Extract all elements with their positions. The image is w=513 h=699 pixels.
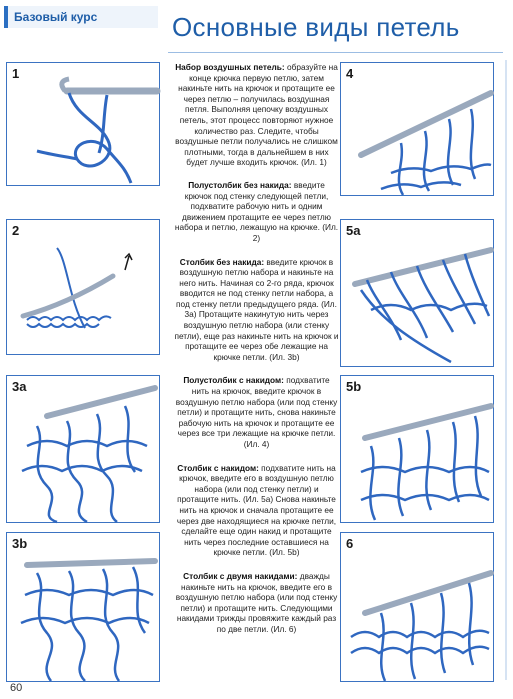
illustration-panel-6 (340, 532, 494, 682)
section-treble-crochet (174, 571, 339, 635)
panel-label: 1 (12, 66, 20, 81)
illustration-panel-3b (6, 532, 160, 682)
panel-label: 5а (346, 223, 361, 238)
section-single-crochet (174, 257, 339, 363)
panel-label: 2 (12, 223, 20, 238)
section-heading: Столбик с двумя накидами: (183, 570, 298, 581)
double-treble-crochet-illustration (341, 533, 495, 683)
section-body: подхватите нить на крючок, введите крючок в воздушную петлю набора (или под стенку петли) и протащите нить, снова накиньте рабочую нить на крючок и протащите ее через все три лежащие на крючке петли. (Ил. 4) (175, 375, 338, 449)
section-heading: Столбик с накидом: (177, 462, 259, 473)
treble-crochet-step-b-illustration (341, 376, 495, 524)
section-heading: Полустолбик с накидом: (183, 375, 284, 386)
double-crochet-step-b-illustration (7, 533, 161, 683)
treble-crochet-step-a-illustration (341, 220, 495, 368)
section-heading: Набор воздушных петель: (175, 62, 285, 72)
section-body: введите крючок под стенку следующей петли, подхватите рабочую нить и одним движением протащите ее через петлю набора и петлю, лежащую на крючке. (Ил. 2) (174, 179, 339, 243)
title-divider (168, 52, 503, 53)
section-body: образуйте на конце крючка первую петлю, затем накиньте нить на крючок и протащите ее через петлю – получилась воздушная петля. Выполняя цепочку воздушных петель, этот процесс повторяют нужное количество раз. Следите, чтобы воздушные петли получались не слишком плотными, тогда в дальнейшем в них будет лучше входить крючок. (Ил. 1) (175, 62, 338, 168)
half-double-crochet-illustration (341, 63, 495, 197)
panel-label: 3b (12, 536, 28, 551)
instructions-column (174, 62, 339, 645)
section-body: подхватите нить на крючок, введите его в воздушную петлю набора (или под стенку петли) и протащите нить. (Ил. 5а) Снова накиньте нить на крючок и сначала протащите ее через две находящиеся на крючке петли, сделайте еще один накид и протащите нить через последние оставшиеся на крючке петли. (Ил. 5b) (176, 462, 337, 558)
section-slip-stitch (174, 180, 339, 244)
panel-label: 5b (346, 379, 362, 394)
illustration-panel-1 (6, 62, 160, 186)
section-half-double-crochet (174, 375, 339, 449)
illustration-panel-3a (6, 375, 160, 523)
section-chain-stitch (174, 62, 339, 168)
section-heading: Столбик без накида: (179, 256, 265, 267)
section-body: введите крючок в воздушную петлю набора и накиньте на него нить. Начиная со 2-го ряда, крючок вводится не под стенку петли набора, а под стенку петли предыдущего ряда. (Ил. 3а) Протащите накинутую нить через воздушную петлю набора (или стенку петли), еще раз накиньте нить на крючок и протащите ее через обе лежащие на крючке петли. (Ил. 3b) (174, 256, 339, 362)
section-body: дважды накиньте нить на крючок, введите его в воздушную петлю набора (или под стенку петли) и протащите нить. Следующими накидами трижды провяжите каждый раз по две петли. (Ил. 6) (175, 570, 338, 634)
section-label: Базовый курс (14, 10, 98, 24)
page-number: 60 (10, 682, 23, 694)
illustration-panel-4 (340, 62, 494, 196)
illustration-panel-2 (6, 219, 160, 355)
section-heading: Полустолбик без накида: (188, 179, 292, 190)
panel-label: 6 (346, 536, 354, 551)
panel-label: 4 (346, 66, 354, 81)
crochet-hook-chain-illustration (7, 63, 161, 187)
single-crochet-chain-illustration (7, 220, 161, 356)
page-title: Основные виды петель (172, 12, 460, 42)
side-divider (505, 60, 507, 680)
section-double-crochet (174, 463, 339, 558)
illustration-panel-5b (340, 375, 494, 523)
panel-label: 3а (12, 379, 27, 394)
illustration-panel-5a (340, 219, 494, 367)
section-tag (4, 6, 158, 28)
double-crochet-step-a-illustration (7, 376, 161, 524)
